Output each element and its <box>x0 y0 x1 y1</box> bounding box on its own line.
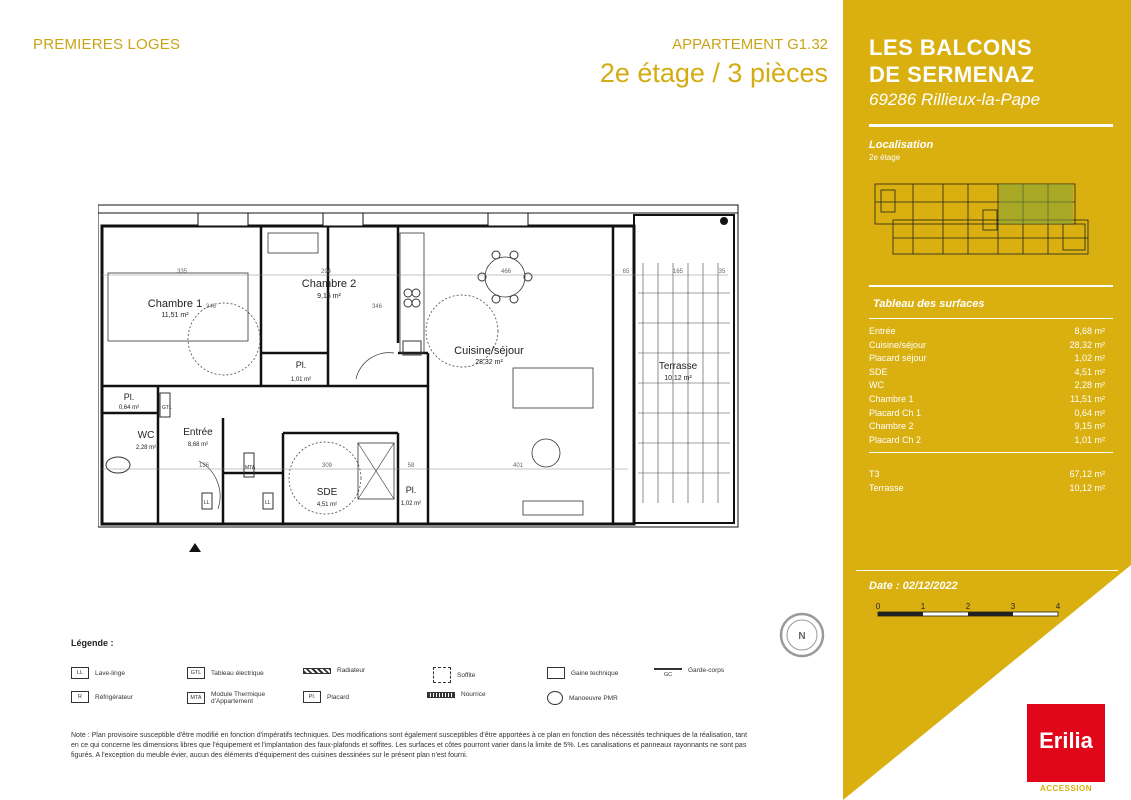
room-area: 10,12 m² <box>664 375 692 382</box>
legend-title: Légende : <box>71 638 114 648</box>
legend-item: GC Garde-corps <box>654 667 724 674</box>
equipment-code: LL <box>265 500 271 506</box>
scale-label: 4 <box>1055 602 1061 611</box>
legend-item: Soffite <box>433 667 475 683</box>
scale-label: 1 <box>920 602 926 611</box>
room-label: Entrée <box>183 427 213 438</box>
room-label: SDE <box>316 487 338 498</box>
program-name: PREMIERES LOGES <box>33 36 181 53</box>
erilia-logo <box>1027 704 1105 793</box>
info-panel <box>843 0 1131 800</box>
apartment-highlight <box>999 184 1073 224</box>
surface-row: Placard séjour 1,02 m² <box>869 353 1105 364</box>
divider <box>869 124 1113 127</box>
compass-label: N <box>798 631 806 642</box>
surface-row: SDE 4,51 m² <box>869 366 1105 377</box>
dimension: 136 <box>198 463 210 469</box>
room-area: 8,68 m² <box>187 442 209 448</box>
room-area: 11,51 m² <box>161 312 189 319</box>
total-row: T3 67,12 m² <box>869 469 1105 479</box>
legend-item: Nourrice <box>427 691 486 698</box>
room-area: 1,02 m² <box>400 501 422 507</box>
surface-row: Placard Ch 1 0,64 m² <box>869 407 1105 418</box>
legend <box>71 667 771 707</box>
legend-item: GTL Tableau électrique <box>187 667 264 679</box>
plan-date: Date : 02/12/2022 <box>869 580 958 592</box>
surfaces-table-title: Tableau des surfaces <box>873 298 985 310</box>
legend-item: MTA Module Thermique d'Appartement <box>187 691 271 705</box>
surface-row: Cuisine/séjour 28,32 m² <box>869 339 1105 350</box>
dimension: 35 <box>718 269 726 275</box>
apartment-id: APPARTEMENT G1.32 <box>672 36 828 53</box>
location-minimap <box>873 180 1099 262</box>
logo-subtitle: ACCESSION <box>1027 782 1105 796</box>
room-label: Cuisine/séjour <box>454 345 524 357</box>
dimension: 309 <box>321 463 333 469</box>
surface-row: Chambre 2 9,15 m² <box>869 421 1105 432</box>
room-label: Chambre 2 <box>301 278 357 290</box>
room-area: 9,15 m² <box>317 293 341 300</box>
dimension: 65 <box>622 269 630 275</box>
legend-item: Pl. Placard <box>303 691 349 703</box>
divider <box>869 452 1113 453</box>
room-label: Pl. <box>405 485 417 495</box>
legend-item: Radiateur <box>303 667 365 674</box>
dimension: 466 <box>500 269 512 275</box>
legend-item: R Réfrigérateur <box>71 691 133 703</box>
room-area: 0,64 m² <box>118 405 140 411</box>
dimension: 165 <box>672 269 684 275</box>
equipment-code: MTA <box>245 465 256 471</box>
surface-row: Entrée 8,68 m² <box>869 326 1105 336</box>
divider <box>869 318 1113 319</box>
residence-title-line2: DE SERMENAZ <box>869 62 1035 87</box>
surface-row: Chambre 1 11,51 m² <box>869 393 1105 404</box>
divider <box>856 570 1118 571</box>
total-row: Terrasse 10,12 m² <box>869 482 1105 493</box>
dimension: 335 <box>176 269 188 275</box>
scale-label: 0 <box>875 602 881 611</box>
surface-row: WC 2,28 m² <box>869 380 1105 391</box>
localisation-label: Localisation <box>869 139 934 151</box>
dimension: 401 <box>512 463 524 469</box>
room-label: WC <box>137 430 155 441</box>
room-area: 28,32 m² <box>475 359 503 366</box>
room-label: Chambre 1 <box>147 298 203 310</box>
divider <box>869 285 1113 287</box>
equipment-code: LL <box>204 500 210 506</box>
equipment-code: GTL <box>162 405 172 411</box>
dimension: 346 <box>371 304 383 310</box>
residence-title-line1: LES BALCONS <box>869 35 1033 60</box>
room-area: 2,28 m² <box>135 445 157 451</box>
localisation-floor: 2e étage <box>869 153 901 162</box>
dimension: 346 <box>205 304 217 310</box>
floor-rooms: 2e étage / 3 pièces <box>599 58 828 88</box>
dimension: 294 <box>320 269 332 275</box>
compass-icon <box>779 612 825 658</box>
legend-item: Gaine technique <box>547 667 618 679</box>
dimension: 58 <box>407 463 415 469</box>
entrance-arrow-icon <box>189 543 201 552</box>
scale-label: 2 <box>965 602 971 611</box>
room-label: Terrasse <box>658 361 698 372</box>
logo-brand: Erilia <box>1039 728 1093 753</box>
scale-bar <box>875 600 1067 622</box>
legend-item: LL Lave-linge <box>71 667 125 679</box>
room-area: 1,01 m² <box>290 377 312 383</box>
residence-city: 69286 Rillieux-la-Pape <box>869 90 1041 109</box>
floor-plan <box>98 203 740 533</box>
legend-item: Manoeuvre PMR <box>547 691 618 705</box>
totals-table <box>869 468 1105 495</box>
scale-label: 3 <box>1010 602 1016 611</box>
disclaimer-note: Note : Plan provisoire susceptible d'être modifié en fonction d'impératifs techniques. Des modifications sont également susceptibles d'être apportées à ce plan en fonction des nécessités techniques de la réalisation, tant en ce qui concerne les dimensions libres que l'équipement et l'implantation des faux-plafonds et soffites. Les surfaces et côtes pourront varier dans la limite de 5%. Les canalisations et panneaux rayonnants ne sont pas figurés. A l'exception du meuble évier, aucun des éléments d'équipement des cuisines dessinées sur le présent plan n'est fourni. <box>71 732 748 759</box>
room-label: Pl. <box>123 392 135 402</box>
room-label: Pl. <box>295 360 307 370</box>
surface-row: Placard Ch 2 1,01 m² <box>869 434 1105 445</box>
surfaces-table <box>869 325 1105 447</box>
room-area: 4,51 m² <box>316 502 338 508</box>
